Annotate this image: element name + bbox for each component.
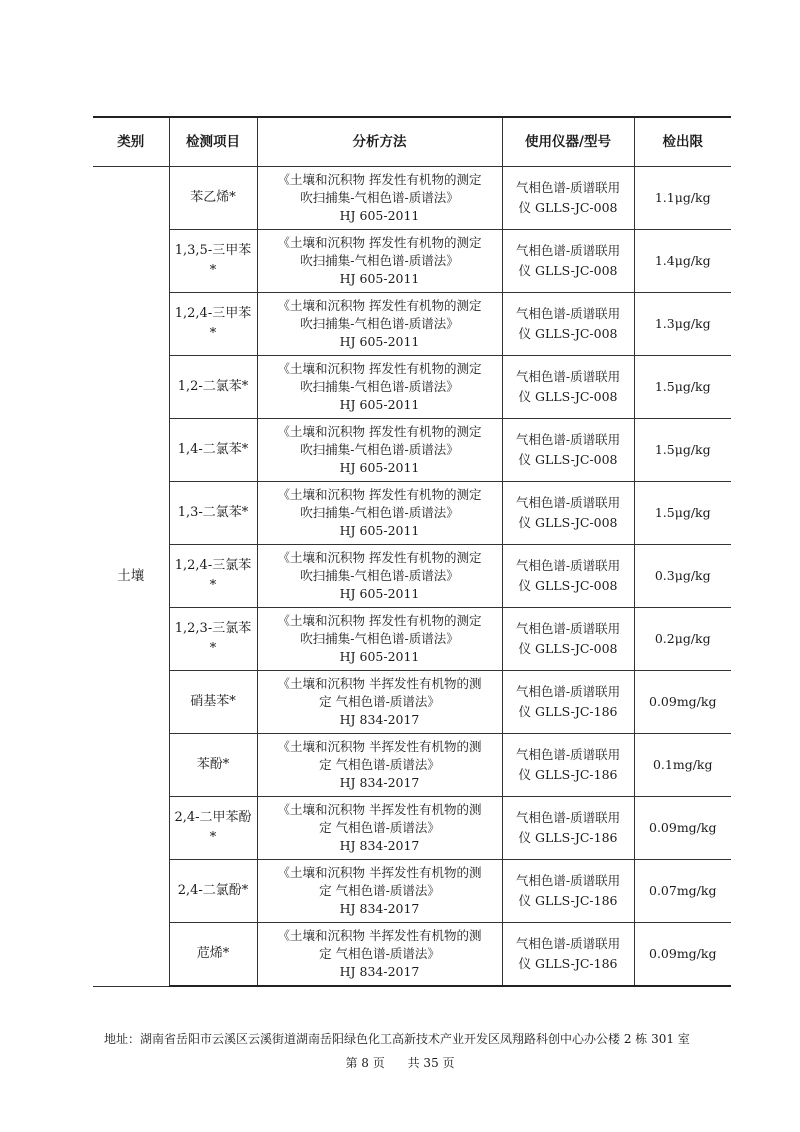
method-line: 《土壤和沉积物 半挥发性有机物的测 <box>277 676 482 691</box>
instrument-line: 气相色谱-质谱联用 <box>515 243 621 258</box>
method-line: 《土壤和沉积物 挥发性有机物的测定 <box>277 613 482 628</box>
limit-cell: 0.2μg/kg <box>634 608 731 671</box>
method-line: 《土壤和沉积物 半挥发性有机物的测 <box>277 802 482 817</box>
instrument-line: 仪 GLLS-JC-186 <box>518 767 618 782</box>
instrument-cell <box>502 545 634 608</box>
table-row <box>93 923 731 987</box>
instrument-line: 气相色谱-质谱联用 <box>515 810 621 825</box>
method-cell <box>257 419 502 482</box>
method-line: 吹扫捕集-气相色谱-质谱法》 <box>300 568 459 583</box>
limit-cell: 0.1mg/kg <box>634 734 731 797</box>
method-line: 吹扫捕集-气相色谱-质谱法》 <box>300 379 459 394</box>
table-header-row <box>93 117 731 167</box>
method-cell <box>257 608 502 671</box>
instrument-line: 气相色谱-质谱联用 <box>515 432 621 447</box>
category-cell: 土壤 <box>93 167 169 987</box>
method-line: 吹扫捕集-气相色谱-质谱法》 <box>300 253 459 268</box>
method-line: 《土壤和沉积物 挥发性有机物的测定 <box>277 172 482 187</box>
item-cell: 1,2,4-三氯苯* <box>169 545 257 608</box>
item-cell: 苯乙烯* <box>169 167 257 230</box>
method-line: 《土壤和沉积物 半挥发性有机物的测 <box>277 739 482 754</box>
instrument-cell <box>502 860 634 923</box>
method-cell <box>257 671 502 734</box>
detection-methods-table <box>93 116 731 987</box>
method-line: HJ 834-2017 <box>339 712 420 727</box>
item-cell: 1,3-二氯苯* <box>169 482 257 545</box>
method-line: 《土壤和沉积物 挥发性有机物的测定 <box>277 424 482 439</box>
instrument-line: 仪 GLLS-JC-186 <box>518 830 618 845</box>
instrument-line: 仪 GLLS-JC-186 <box>518 893 618 908</box>
method-line: HJ 834-2017 <box>339 901 420 916</box>
table-row <box>93 734 731 797</box>
method-cell <box>257 230 502 293</box>
table-row <box>93 419 731 482</box>
item-cell: 1,3,5-三甲苯* <box>169 230 257 293</box>
method-line: 吹扫捕集-气相色谱-质谱法》 <box>300 631 459 646</box>
method-line: HJ 605-2011 <box>339 208 420 223</box>
instrument-cell <box>502 734 634 797</box>
table-row <box>93 230 731 293</box>
item-cell: 1,2,3-三氯苯* <box>169 608 257 671</box>
method-line: 吹扫捕集-气相色谱-质谱法》 <box>300 316 459 331</box>
limit-cell: 1.1μg/kg <box>634 167 731 230</box>
instrument-cell <box>502 608 634 671</box>
instrument-line: 气相色谱-质谱联用 <box>515 558 621 573</box>
instrument-line: 气相色谱-质谱联用 <box>515 621 621 636</box>
item-cell: 苯酚* <box>169 734 257 797</box>
header-item: 检测项目 <box>169 117 257 167</box>
method-cell <box>257 167 502 230</box>
method-line: 《土壤和沉积物 挥发性有机物的测定 <box>277 298 482 313</box>
instrument-line: 气相色谱-质谱联用 <box>515 495 621 510</box>
instrument-line: 气相色谱-质谱联用 <box>515 369 621 384</box>
method-cell <box>257 923 502 987</box>
instrument-line: 气相色谱-质谱联用 <box>515 747 621 762</box>
instrument-cell <box>502 671 634 734</box>
limit-cell: 1.5μg/kg <box>634 356 731 419</box>
table-row <box>93 293 731 356</box>
limit-cell: 0.3μg/kg <box>634 545 731 608</box>
table-row <box>93 671 731 734</box>
item-cell: 2,4-二氯酚* <box>169 860 257 923</box>
method-line: 定 气相色谱-质谱法》 <box>319 883 440 898</box>
method-cell <box>257 545 502 608</box>
instrument-line: 仪 GLLS-JC-186 <box>518 704 618 719</box>
table-body <box>93 167 731 987</box>
method-cell <box>257 356 502 419</box>
method-line: 《土壤和沉积物 半挥发性有机物的测 <box>277 928 482 943</box>
instrument-cell <box>502 797 634 860</box>
limit-cell: 1.3μg/kg <box>634 293 731 356</box>
method-cell <box>257 734 502 797</box>
table-row <box>93 797 731 860</box>
footer-address: 地址：湖南省岳阳市云溪区云溪街道湖南岳阳绿色化工高新技术产业开发区凤翔路科创中心办公楼 2 栋 301 室 <box>104 1032 690 1046</box>
method-line: HJ 834-2017 <box>339 838 420 853</box>
method-line: HJ 605-2011 <box>339 523 420 538</box>
item-cell: 1,4-二氯苯* <box>169 419 257 482</box>
limit-cell: 0.09mg/kg <box>634 671 731 734</box>
method-line: 定 气相色谱-质谱法》 <box>319 820 440 835</box>
method-line: 定 气相色谱-质谱法》 <box>319 757 440 772</box>
item-cell: 1,2,4-三甲苯* <box>169 293 257 356</box>
instrument-cell <box>502 356 634 419</box>
method-line: 定 气相色谱-质谱法》 <box>319 946 440 961</box>
method-cell <box>257 482 502 545</box>
table-row <box>93 860 731 923</box>
table-row <box>93 545 731 608</box>
instrument-line: 气相色谱-质谱联用 <box>515 873 621 888</box>
method-line: HJ 605-2011 <box>339 649 420 664</box>
instrument-line: 气相色谱-质谱联用 <box>515 180 621 195</box>
method-line: 吹扫捕集-气相色谱-质谱法》 <box>300 190 459 205</box>
instrument-line: 气相色谱-质谱联用 <box>515 936 621 951</box>
method-line: 《土壤和沉积物 挥发性有机物的测定 <box>277 361 482 376</box>
limit-cell: 0.07mg/kg <box>634 860 731 923</box>
limit-cell: 1.5μg/kg <box>634 482 731 545</box>
instrument-line: 气相色谱-质谱联用 <box>515 306 621 321</box>
table-row <box>93 608 731 671</box>
footer-page-number: 第 8 页 共 35 页 <box>345 1056 455 1070</box>
instrument-cell <box>502 419 634 482</box>
method-line: HJ 605-2011 <box>339 397 420 412</box>
method-line: 《土壤和沉积物 挥发性有机物的测定 <box>277 235 482 250</box>
instrument-cell <box>502 923 634 987</box>
instrument-line: 仪 GLLS-JC-008 <box>518 389 618 404</box>
method-line: HJ 834-2017 <box>339 775 420 790</box>
method-cell <box>257 797 502 860</box>
header-method: 分析方法 <box>257 117 502 167</box>
method-line: HJ 605-2011 <box>339 586 420 601</box>
instrument-line: 气相色谱-质谱联用 <box>515 684 621 699</box>
instrument-line: 仪 GLLS-JC-008 <box>518 578 618 593</box>
method-line: HJ 605-2011 <box>339 460 420 475</box>
header-instrument: 使用仪器/型号 <box>502 117 634 167</box>
method-line: 定 气相色谱-质谱法》 <box>319 694 440 709</box>
instrument-cell <box>502 482 634 545</box>
instrument-cell <box>502 167 634 230</box>
method-line: 《土壤和沉积物 半挥发性有机物的测 <box>277 865 482 880</box>
table-row <box>93 356 731 419</box>
method-line: HJ 605-2011 <box>339 334 420 349</box>
item-cell: 硝基苯* <box>169 671 257 734</box>
item-cell: 2,4-二甲苯酚* <box>169 797 257 860</box>
instrument-cell <box>502 293 634 356</box>
item-cell: 1,2-二氯苯* <box>169 356 257 419</box>
limit-cell: 0.09mg/kg <box>634 797 731 860</box>
method-line: 《土壤和沉积物 挥发性有机物的测定 <box>277 487 482 502</box>
method-line: HJ 605-2011 <box>339 271 420 286</box>
table-row <box>93 482 731 545</box>
limit-cell: 1.4μg/kg <box>634 230 731 293</box>
method-cell <box>257 860 502 923</box>
header-category: 类别 <box>93 117 169 167</box>
header-limit: 检出限 <box>634 117 731 167</box>
instrument-line: 仪 GLLS-JC-008 <box>518 200 618 215</box>
method-line: 吹扫捕集-气相色谱-质谱法》 <box>300 505 459 520</box>
table-row <box>93 167 731 230</box>
instrument-line: 仪 GLLS-JC-008 <box>518 326 618 341</box>
instrument-line: 仪 GLLS-JC-186 <box>518 956 618 971</box>
item-cell: 苊烯* <box>169 923 257 987</box>
instrument-line: 仪 GLLS-JC-008 <box>518 263 618 278</box>
instrument-line: 仪 GLLS-JC-008 <box>518 452 618 467</box>
instrument-line: 仪 GLLS-JC-008 <box>518 641 618 656</box>
limit-cell: 0.09mg/kg <box>634 923 731 987</box>
method-line: 吹扫捕集-气相色谱-质谱法》 <box>300 442 459 457</box>
instrument-line: 仪 GLLS-JC-008 <box>518 515 618 530</box>
instrument-cell <box>502 230 634 293</box>
method-line: HJ 834-2017 <box>339 964 420 979</box>
limit-cell: 1.5μg/kg <box>634 419 731 482</box>
method-line: 《土壤和沉积物 挥发性有机物的测定 <box>277 550 482 565</box>
method-cell <box>257 293 502 356</box>
